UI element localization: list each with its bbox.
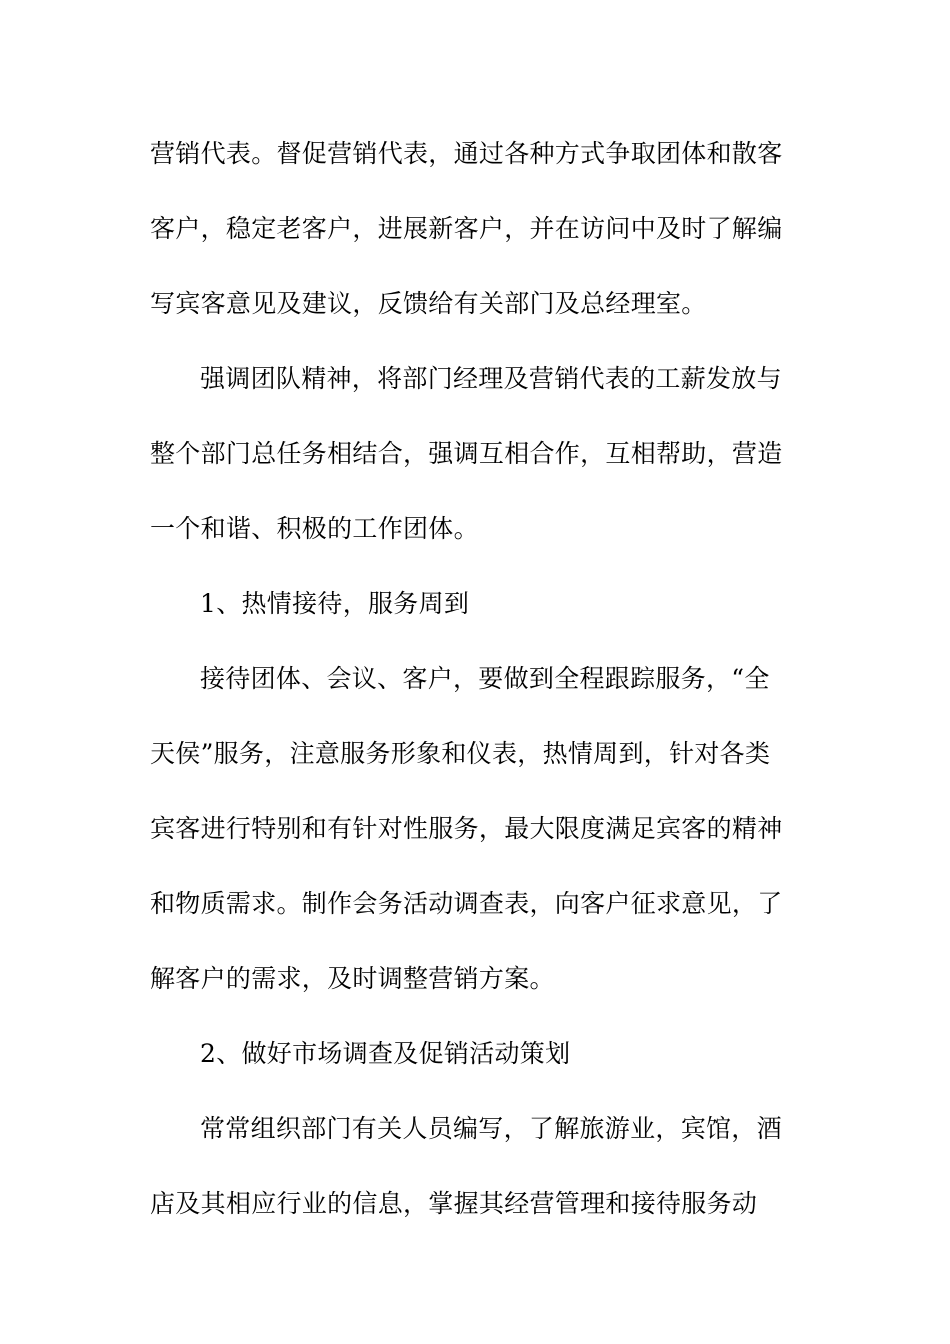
text-line: 解客户的需求，及时调整营销方案。: [150, 964, 555, 993]
text-line: 和物质需求。制作会务活动调查表，向客户征求意见，了: [150, 889, 783, 918]
text-line: 营销代表。督促营销代表，通过各种方式争取团体和散客: [150, 139, 783, 168]
text-line: 天侯”服务，注意服务形象和仪表，热情周到，针对各类: [150, 739, 771, 768]
section-heading-2: 2、做好市场调查及促销活动策划: [200, 1039, 571, 1068]
text-line: 店及其相应行业的信息，掌握其经营管理和接待服务动: [150, 1189, 758, 1218]
paragraph-start-line: 常常组织部门有关人员编写，了解旅游业，宾馆，酒: [200, 1114, 782, 1143]
text-line: 客户，稳定老客户，进展新客户，并在访问中及时了解编: [150, 214, 783, 243]
section-heading-1: 1、热情接待，服务周到: [200, 589, 470, 618]
paragraph-start-line: 强调团队精神，将部门经理及营销代表的工薪发放与: [200, 364, 782, 393]
text-line: 宾客进行特别和有针对性服务，最大限度满足宾客的精神: [150, 814, 783, 843]
document-body: [150, 121, 800, 1246]
text-line: 一个和谐、积极的工作团体。: [150, 514, 479, 543]
paragraph-start-line: 接待团体、会议、客户，要做到全程跟踪服务，“全: [200, 664, 770, 693]
text-line: 整个部门总任务相结合，强调互相合作，互相帮助，营造: [150, 439, 783, 468]
text-line: 写宾客意见及建议，反馈给有关部门及总经理室。: [150, 289, 707, 318]
